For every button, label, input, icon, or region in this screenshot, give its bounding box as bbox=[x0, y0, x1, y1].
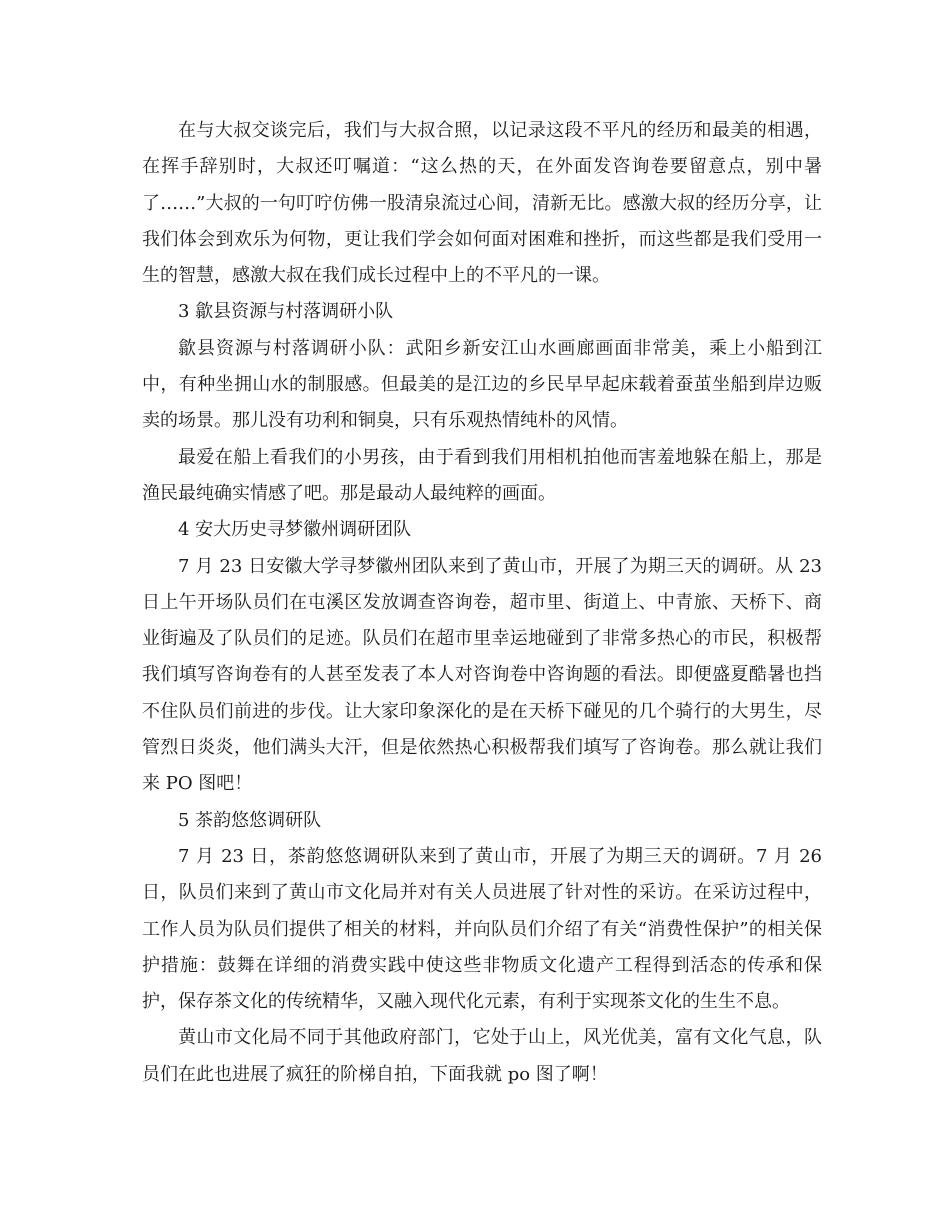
paragraph-section-5-b: 黄山市文化局不同于其他政府部门，它处于山上，风光优美，富有文化气息，队员们在此也进展了疯狂的阶梯自拍，下面我就 po 图了啊！ bbox=[142, 1027, 822, 1085]
paragraph-section-4: 7 月 23 日安徽大学寻梦徽州团队来到了黄山市，开展了为期三天的调研。从 23 日上午开场队员们在屯溪区发放调查咨询卷，超市里、街道上、中青旅、天桥下、商业街遍及了队员们的足迹。队员们在超市里幸运地碰到了非常多热心的市民，积极帮我们填写咨询卷有的人甚至发表了本人对咨询卷中咨询题的看法。即便盛夏酷暑也挡不住队员们前进的步伐。让大家印象深化的是在天桥下碰见的几个骑行的大男生，尽管烈日炎炎，他们满头大汗，但是依然热心积极帮我们填写了咨询卷。那么就让我们来 PO 图吧！ bbox=[142, 555, 822, 795]
document-page bbox=[142, 113, 822, 1093]
paragraph-section-3-a: 歙县资源与村落调研小队：武阳乡新安江山水画廊画面非常美，乘上小船到江中，有种坐拥山水的制服感。但最美的是江边的乡民早早起床载着蚕茧坐船到岸边贩卖的场景。那儿没有功利和铜臭，只有乐观热情纯朴的风情。 bbox=[142, 337, 822, 432]
section-heading-3: 3 歙县资源与村落调研小队 bbox=[178, 301, 394, 323]
paragraph-intro: 在与大叔交谈完后，我们与大叔合照，以记录这段不平凡的经历和最美的相遇，在挥手辞别时，大叔还叮嘱道：“这么热的天，在外面发咨询卷要留意点，别中暑了……”大叔的一句叮咛仿佛一股清泉流过心间，清新无比。感激大叔的经历分享，让我们体会到欢乐为何物，更让我们学会如何面对困难和挫折，而这些都是我们受用一生的智慧，感激大叔在我们成长过程中上的不平凡的一课。 bbox=[142, 120, 822, 287]
section-heading-4: 4 安大历史寻梦徽州调研团队 bbox=[178, 519, 412, 541]
paragraph-section-5-a: 7 月 23 日，茶韵悠悠调研队来到了黄山市，开展了为期三天的调研。7 月 26 日，队员们来到了黄山市文化局并对有关人员进展了针对性的采访。在采访过程中，工作人员为队员们提供了相关的材料，并向队员们介绍了有关“消费性保护”的相关保护措施：鼓舞在详细的消费实践中使这些非物质文化遗产工程得到活态的传承和保护，保存茶文化的传统精华，又融入现代化元素，有利于实现茶文化的生生不息。 bbox=[142, 845, 822, 1013]
paragraph-section-3-b: 最爱在船上看我们的小男孩，由于看到我们用相机拍他而害羞地躲在船上，那是渔民最纯确实情感了吧。那是最动人最纯粹的画面。 bbox=[142, 446, 822, 504]
section-heading-5: 5 茶韵悠悠调研队 bbox=[178, 809, 322, 831]
